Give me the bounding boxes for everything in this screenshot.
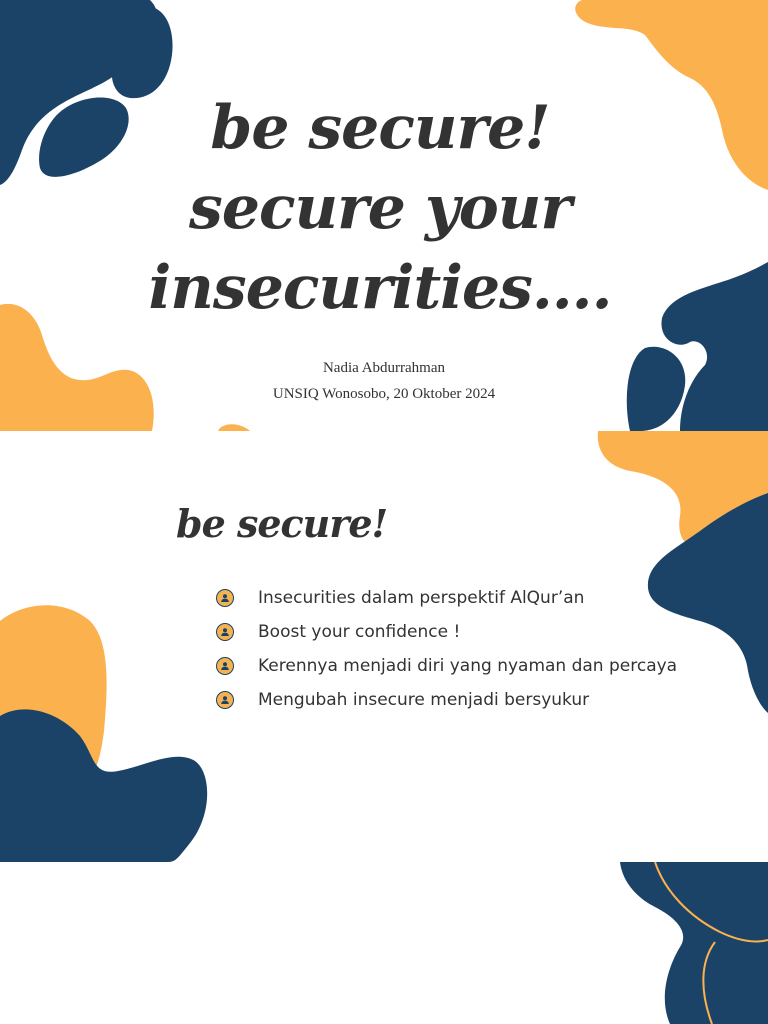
- list-item: [216, 615, 677, 649]
- title-line-2: secure your: [189, 173, 571, 243]
- bullet-text: Boost your confidence !: [258, 622, 461, 642]
- list-item: [216, 649, 677, 683]
- title-line-3: insecurities....: [148, 253, 612, 323]
- bullet-text: Kerennya menjadi diri yang nyaman dan percaya: [258, 656, 678, 676]
- user-circle-icon: [216, 657, 234, 675]
- title-slide: [0, 0, 768, 431]
- slide-title: be secure!: [176, 501, 388, 546]
- decorative-blobs: [0, 862, 768, 1024]
- bullet-text: Insecurities dalam perspektif AlQur’an: [258, 588, 585, 608]
- user-circle-icon: [216, 589, 234, 607]
- user-circle-icon: [216, 623, 234, 641]
- partial-slide: [0, 862, 768, 1024]
- user-circle-icon: [216, 691, 234, 709]
- content-slide: [0, 431, 768, 862]
- title-line-1: be secure!: [210, 93, 550, 163]
- author-name: Nadia Abdurrahman: [322, 360, 446, 376]
- event-info: UNSIQ Wonosobo, 20 Oktober 2024: [272, 386, 496, 402]
- list-item: [216, 683, 677, 717]
- presentation-title: [100, 88, 660, 328]
- bullet-text: Mengubah insecure menjadi bersyukur: [258, 690, 590, 710]
- bullet-list: [216, 581, 677, 717]
- list-item: [216, 581, 677, 615]
